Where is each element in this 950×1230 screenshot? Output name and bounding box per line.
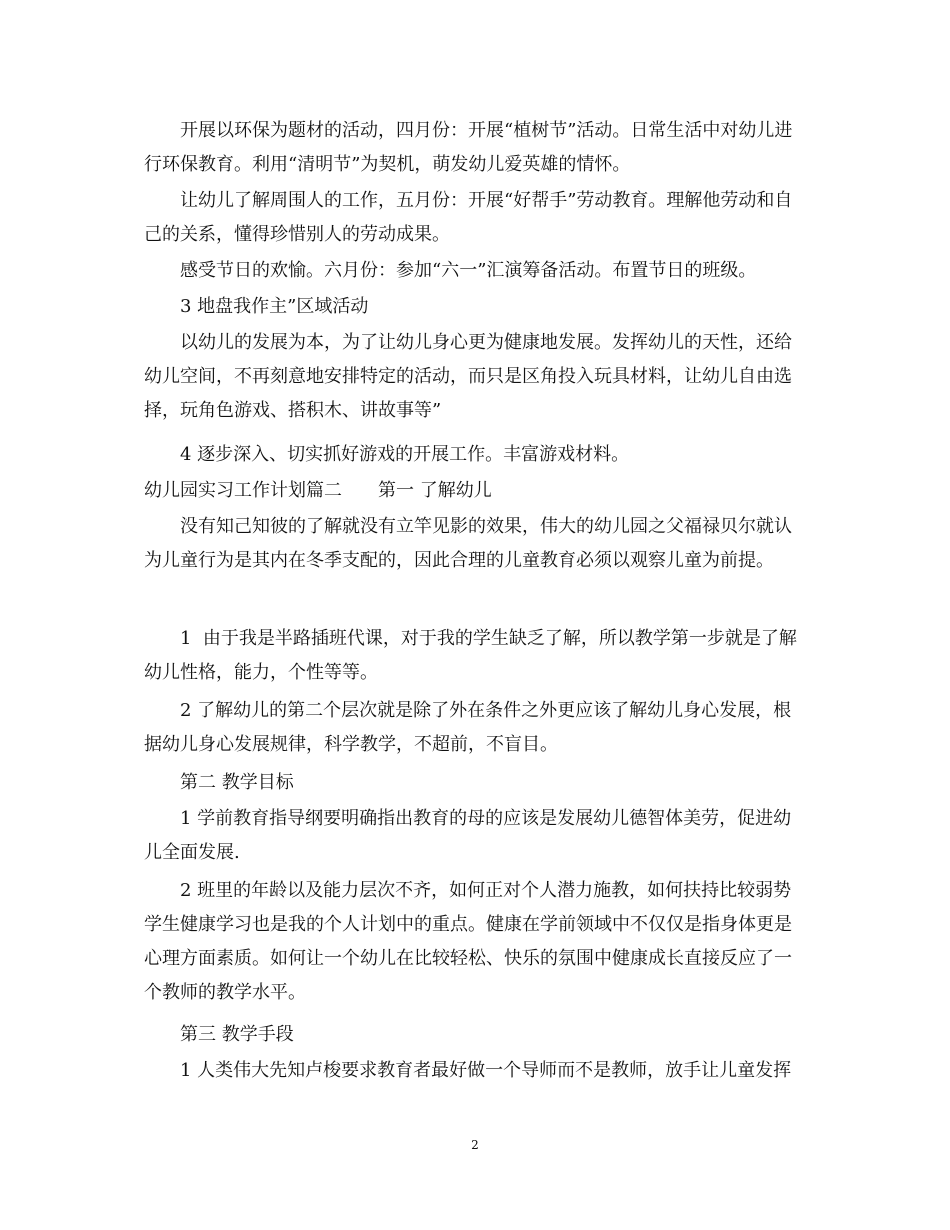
paragraph-7: 没有知己知彼的了解就没有立竿见影的效果，伟大的幼儿园之父福禄贝尔就认为儿童行为是其内在冬季支配的，因此合理的儿童教育必须以观察儿童为前提。 xyxy=(144,516,792,571)
paragraph-9: 2 了解幼儿的第二个层次就是除了外在条件之外更应该了解幼儿身心发展，根据幼儿身心发展规律，科学教学，不超前，不盲目。 xyxy=(144,700,792,755)
paragraph-1: 开展以环保为题材的活动，四月份：开展“植树节”活动。日常生活中对幼儿进行环保教育。利用“清明节”为契机，萌发幼儿爱英雄的情怀。 xyxy=(144,120,793,175)
paragraph-3: 感受节日的欢愉。六月份：参加“六一”汇演筹备活动。布置节日的班级。 xyxy=(144,260,757,281)
heading-teaching-goals: 第二 教学目标 xyxy=(144,772,294,793)
paragraph-11: 2 班里的年龄以及能力层次不齐，如何正对个人潜力施教，如何扶持比较弱势学生健康学习也是我的个人计划中的重点。健康在学前领域中不仅仅是指身体更是心理方面素质。如何让一个幼儿在比较轻松、快乐的氛围中健康成长直接反应了一个教师的教学水平。 xyxy=(144,880,792,1003)
paragraph-5: 以幼儿的发展为本，为了让幼儿身心更为健康地发展。发挥幼儿的天性，还给幼儿空间，不再刻意地安排特定的活动，而只是区角投入玩具材料，让幼儿自由选择，玩角色游戏、搭积木、讲故事等” xyxy=(144,332,792,421)
paragraph-10: 1 学前教育指导纲要明确指出教育的母的应该是发展幼儿德智体美劳，促进幼儿全面发展. xyxy=(144,808,792,863)
paragraph-6: 4 逐步深入、切实抓好游戏的开展工作。丰富游戏材料。 xyxy=(144,444,630,465)
paragraph-12: 1 人类伟大先知卢梭要求教育者最好做一个导师而不是教师，放手让儿童发挥 xyxy=(144,1060,792,1081)
page-number: 2 xyxy=(471,1138,479,1152)
paragraph-2: 让幼儿了解周围人的工作，五月份：开展“好帮手”劳动教育。理解他劳动和自己的关系，懂得珍惜别人的劳动成果。 xyxy=(144,190,793,245)
heading-teaching-methods: 第三 教学手段 xyxy=(144,1024,294,1045)
paragraph-8: 1 由于我是半路插班代课，对于我的学生缺乏了解，所以教学第一步就是了解幼儿性格，能力，个性等等。 xyxy=(144,628,797,683)
paragraph-4: 3 地盘我作主”区域活动 xyxy=(144,296,369,317)
section-heading-2: 幼儿园实习工作计划篇二 第一 了解幼儿 xyxy=(144,480,492,501)
